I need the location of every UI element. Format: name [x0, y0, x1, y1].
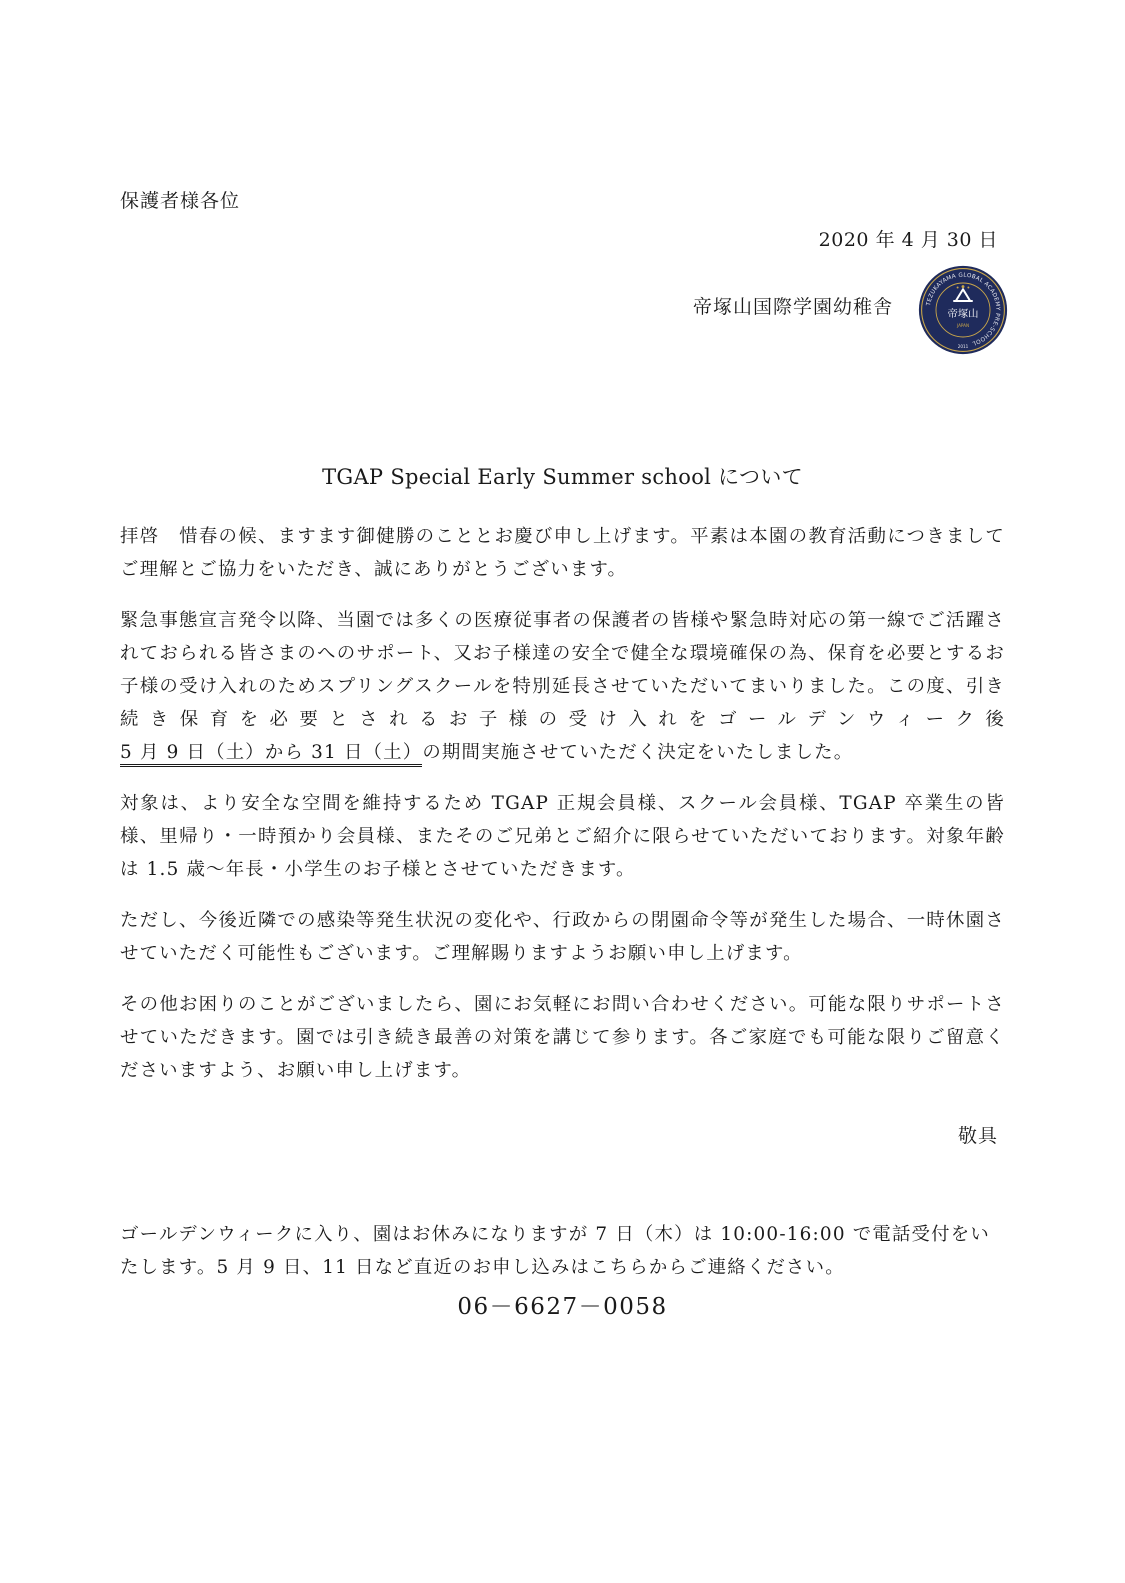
- holiday-notice: ゴールデンウィークに入り、園はお休みになりますが 7 日（木）は 10:00-16:00 で電話受付をいたします。5 月 9 日、11 日など直近のお申し込みはこちらからご連絡ください。: [120, 1224, 990, 1278]
- school-seal-logo: [918, 265, 1008, 355]
- seal-center-text: 帝塚山: [947, 308, 979, 321]
- letter-body: [120, 520, 1005, 1105]
- closing-remark: 敬具: [957, 1125, 998, 1147]
- phone-number: 06－6627－0058: [457, 1294, 668, 1320]
- seal-year-text: 2011: [957, 343, 969, 349]
- period-highlight: 5 月 9 日（土）から 31 日（土）: [120, 742, 422, 767]
- sender-name: 帝塚山国際学園幼稚舎: [692, 296, 893, 318]
- letter-title: TGAP Special Early Summer school について: [322, 465, 803, 489]
- eligibility-paragraph: 対象は、より安全な空間を維持するため TGAP 正規会員様、スクール会員様、TGAP 卒業生の皆様、里帰り・一時預かり会員様、またそのご兄弟とご紹介に限らせていただいております。対象年齢は 1.5 歳～年長・小学生のお子様とさせていただきます。: [120, 793, 1005, 880]
- announcement-text-after: の期間実施させていただく決定をいたしました。: [422, 742, 854, 763]
- closure-notice-paragraph: ただし、今後近隣での感染等発生状況の変化や、行政からの閉園命令等が発生した場合、一時休園させていただく可能性もございます。ご理解賜りますようお願い申し上げます。: [120, 910, 1005, 964]
- seal-country-text: JAPAN: [956, 323, 970, 329]
- seal-ring-text: TEZUKAYAMA GLOBAL ACADEMY PRE-SCHOOL: [925, 272, 1001, 346]
- announcement-paragraph: [120, 604, 1005, 769]
- support-paragraph: その他お困りのことがございましたら、園にお気軽にお問い合わせください。可能な限りサポートさせていただきます。園では引き続き最善の対策を講じて参ります。各ご家庭でも可能な限りご留意くださいますよう、お願い申し上げます。: [120, 994, 1005, 1081]
- announcement-text-before: 緊急事態宣言発令以降、当園では多くの医療従事者の保護者の皆様や緊急時対応の第一線でご活躍されておられる皆さまのへのサポート、又お子様達の安全で健全な環境確保の為、保育を必要とするお子様の受け入れのためスプリングスクールを特別延長させていただいてまいりました。この度、引き続き保育を必要とされるお子様の受け入れをゴールデンウィーク後: [120, 610, 1005, 730]
- addressee: 保護者様各位: [120, 190, 241, 212]
- letter-date: 2020 年 4 月 30 日: [818, 229, 998, 251]
- greeting-paragraph: 拝啓 惜春の候、ますます御健勝のこととお慶び申し上げます。平素は本園の教育活動につきましてご理解とご協力をいただき、誠にありがとうございます。: [120, 526, 1005, 580]
